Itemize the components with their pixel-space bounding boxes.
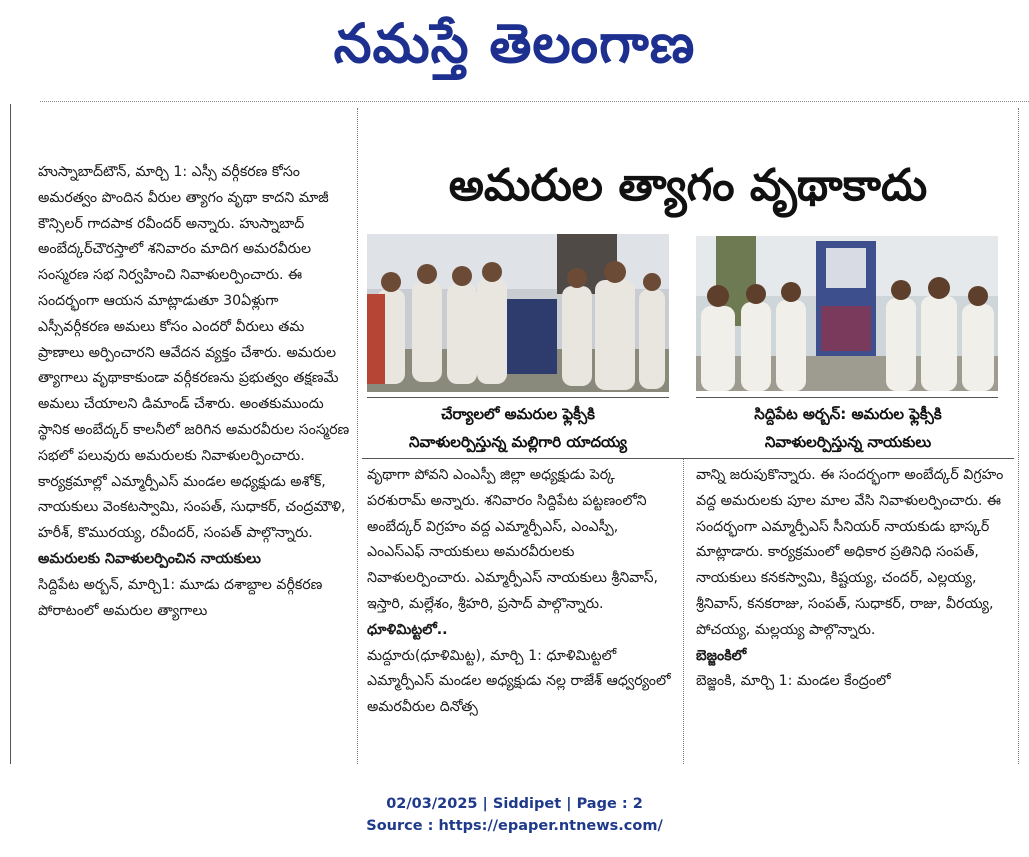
right-column-article bbox=[696, 463, 1008, 763]
middle-article-body: వృథాగా పోవని ఎంఎస్పీ జిల్లా అధ్యక్షుడు పెర్క పరశురామ్ అన్నారు. శనివారం సిద్దిపేట పట్టణంలోని అంబేద్కర్ విగ్రహం వద్ద ఎమ్మార్పీఎస్, ఎంఎస్పీ, ఎంఎస్ఎఫ్ నాయకులు అమరవీరులకు నివాళులర్పించారు. ఎమ్మార్పీఎస్ నాయకులు శ్రీనివాస్, ఇస్తారి, మల్లేశం, శ్రీహరి, ప్రసాద్ పాల్గొన్నారు. bbox=[367, 467, 659, 612]
right-article-tail: బెజ్జంకి, మార్చి 1: మండల కేంద్రంలో bbox=[696, 673, 891, 690]
caption-rule-1 bbox=[367, 397, 669, 398]
caption-siddipet-line1: సిద్దిపేట అర్బన్: అమరుల ఫ్లెక్సీకి bbox=[754, 405, 942, 423]
article-headline: అమరుల త్యాగం వృథాకాదు bbox=[448, 160, 928, 211]
photo-caption-siddipet bbox=[688, 400, 1008, 456]
right-article-body: వాన్ని జరుపుకొన్నారు. ఈ సందర్భంగా అంబేద్కర్ విగ్రహం వద్ద అమరులకు పూల మాల వేసి నివాళులర్పించారు. ఈ సందర్భంగా ఎమ్మార్పీఎస్ సీనియర్ నాయకుడు భాస్కర్ మాట్లాడారు. కార్యక్రమంలో అధికార ప్రతినిధి సంపత్, నాయకులు కనకస్వామి, కిష్టయ్య, చందర్, ఎల్లయ్య, శ్రీనివాస్, కనకరాజు, సంపత్, సుధాకర్, రాజు, వీరయ్య, పోచయ్య, మల్లయ్య పాల్గొన్నారు. bbox=[696, 467, 1004, 638]
caption-siddipet-line2: నివాళులర్పిస్తున్న నాయకులు bbox=[764, 433, 932, 451]
page-left-border bbox=[10, 104, 11, 764]
column-divider-right bbox=[683, 458, 684, 764]
left-column-article bbox=[38, 160, 350, 764]
newspaper-masthead: నమస్తే తెలంగాణ bbox=[333, 12, 696, 75]
footer-dateline: 02/03/2025 | Siddipet | Page : 2 bbox=[386, 796, 643, 812]
top-divider bbox=[40, 101, 1029, 102]
right-subheading: బెజ్జంకిలో bbox=[696, 647, 747, 664]
page-right-border bbox=[1018, 108, 1019, 764]
middle-subheading: ధూళిమిట్టలో.. bbox=[367, 621, 448, 638]
caption-cheryala-line1: చేర్యాలలో అమరుల ఫ్లెక్సీకి bbox=[441, 405, 595, 423]
left-article-tail: సిద్దిపేట అర్బన్, మార్చి1: మూడు దశాబ్దాల వర్గీకరణ పోరాటంలో అమరుల త్యాగాలు bbox=[38, 576, 323, 619]
photo-siddipet-tribute bbox=[696, 236, 998, 391]
caption-cheryala-line2: నివాళులర్పిస్తున్న మల్లిగారి యాదయ్య bbox=[408, 433, 628, 451]
middle-article-tail: మద్దూరు(ధూళిమిట్ట), మార్చి 1: ధూళిమిట్టలో ఎమ్మార్పీఎస్ మండల అధ్యక్షుడు నల్ల రాజేశ్ ఆధ్వర్యంలో అమరవీరుల దినోత్స bbox=[367, 647, 671, 716]
left-subheading: అమరులకు నివాళులర్పించిన నాయకులు bbox=[38, 550, 261, 567]
footer-source-link[interactable]: Source : https://epaper.ntnews.com/ bbox=[366, 818, 663, 834]
caption-rule-2 bbox=[696, 397, 998, 398]
caption-bottom-rule bbox=[362, 458, 1014, 459]
photo-caption-cheryala bbox=[358, 400, 678, 456]
middle-column-article bbox=[367, 463, 675, 763]
left-article-body: హుస్నాబాద్‌టౌన్, మార్చి 1: ఎస్సీ వర్గీకరణ కోసం అమరత్వం పొందిన వీరుల త్యాగం వృథా కాదని మాజీ కౌన్సిలర్ గాదపాక రవీందర్ అన్నారు. హుస్నాబాద్ అంబేద్కర్‌చౌరస్తాలో శనివారం మాదిగ అమరవీరుల సంస్మరణ సభ నిర్వహించి నివాళులర్పించారు. ఈ సందర్భంగా ఆయన మాట్లాడుతూ 30ఏళ్లుగా ఎస్సీవర్గీకరణ అమలు కోసం ఎందరో వీరులు తమ ప్రాణాలు అర్పించారని ఆవేదన వ్యక్తం చేశారు. అమరుల త్యాగాలు వృథాకాకుండా వర్గీకరణను ప్రభుత్వం తక్షణమే అమలు చేయాలని డిమాండ్ చేశారు. అంతకుముందు స్థానిక అంబేద్కర్ కాలనీలో జరిగిన అమరవీరుల సంస్మరణ సభలో పలువురు అమరులకు నివాళులర్పించారు. కార్యక్రమాల్లో ఎమ్మార్పీఎస్ మండల అధ్యక్షుడు అశోక్, నాయకులు వెంకటస్వామి, సంపత్, సుధాకర్, చంద్రమౌళి, హరీశ్, కొమురయ్య, రవీందర్, సంపత్ పాల్గొన్నారు. bbox=[38, 164, 350, 542]
photo-cheryala-tribute bbox=[367, 234, 669, 392]
